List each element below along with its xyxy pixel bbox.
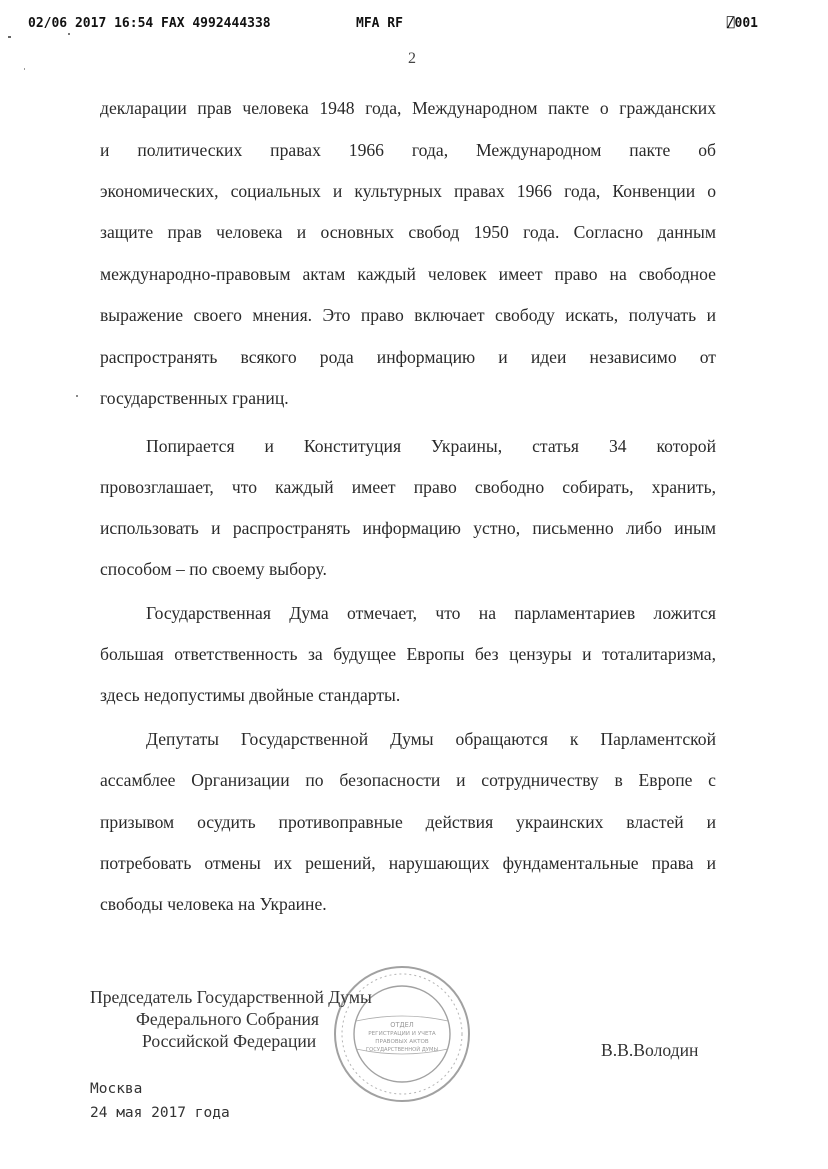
place: Москва (90, 1081, 143, 1097)
text-line: использовать и распространять информацию устно, письменно либо иным (100, 518, 716, 538)
paragraph-2 (100, 436, 716, 586)
text-line: распространять всякого рода информацию и идеи независимо от (100, 347, 716, 367)
text-line: государственных границ. (100, 388, 289, 408)
text-line: экономических, социальных и культурных правах 1966 года, Конвенции о (100, 181, 716, 201)
text-line: международно-правовым актам каждый человек имеет право на свободное (100, 264, 716, 284)
text-line: и политических правах 1966 года, Международном пакте об (100, 140, 716, 160)
text-line: выражение своего мнения. Это право включает свободу искать, получать и (100, 305, 716, 325)
page-number: 2 (408, 50, 416, 67)
text-line: защите прав человека и основных свобод 1950 года. Согласно данным (100, 222, 716, 242)
fax-timestamp-number: 02/06 2017 16:54 FAX 4992444338 (28, 16, 271, 31)
paragraph-1 (100, 98, 716, 414)
text-line: свободы человека на Украине. (100, 894, 327, 914)
svg-text:ГОСУДАРСТВЕННОЙ ДУМЫ: ГОСУДАРСТВЕННОЙ ДУМЫ (365, 1047, 439, 1053)
text-line: способом – по своему выбору. (100, 559, 327, 579)
text-line: Попирается и Конституция Украины, статья 34 которой (146, 436, 716, 456)
text-line: Депутаты Государственной Думы обращаются к Парламентской (146, 729, 716, 749)
paragraph-3 (100, 603, 716, 713)
text-line: потребовать отмены их решений, нарушающих фундаментальные права и (100, 853, 716, 873)
fax-page-indicator: ⍁001 (726, 16, 758, 31)
text-line: провозглашает, что каждый имеет право свободно собирать, хранить, (100, 477, 716, 497)
text-line: Государственная Дума отмечает, что на парламентариев ложится (146, 603, 716, 623)
paragraph-4 (100, 729, 716, 919)
signatory-name: В.В.Володин (601, 1040, 699, 1060)
signatory-title-line: Российской Федерации (142, 1031, 317, 1051)
place-and-date (90, 1077, 230, 1125)
official-round-stamp (332, 963, 472, 1105)
signatory-title-line: Федерального Собрания (136, 1009, 319, 1029)
text-line: декларации прав человека 1948 года, Международном пакте о гражданских (100, 98, 716, 118)
text-line: ассамблее Организации по безопасности и сотрудничеству в Европе с (100, 770, 716, 790)
signatory-title-line: Председатель Государственной Думы (90, 987, 372, 1007)
text-line: большая ответственность за будущее Европы без цензуры и тоталитаризма, (100, 644, 716, 664)
text-line: здесь недопустимы двойные стандарты. (100, 685, 401, 705)
text-line: призывом осудить противоправные действия украинских властей и (100, 812, 716, 832)
date: 24 мая 2017 года (90, 1105, 230, 1121)
signatory-title (90, 986, 372, 1052)
fax-transmission-header (28, 16, 758, 36)
svg-text:ПРАВОВЫХ АКТОВ: ПРАВОВЫХ АКТОВ (375, 1039, 429, 1045)
svg-text:ОТДЕЛ: ОТДЕЛ (390, 1021, 414, 1029)
fax-sender: MFA RF (356, 16, 403, 31)
svg-text:РЕГИСТРАЦИИ И УЧЕТА: РЕГИСТРАЦИИ И УЧЕТА (368, 1031, 436, 1037)
